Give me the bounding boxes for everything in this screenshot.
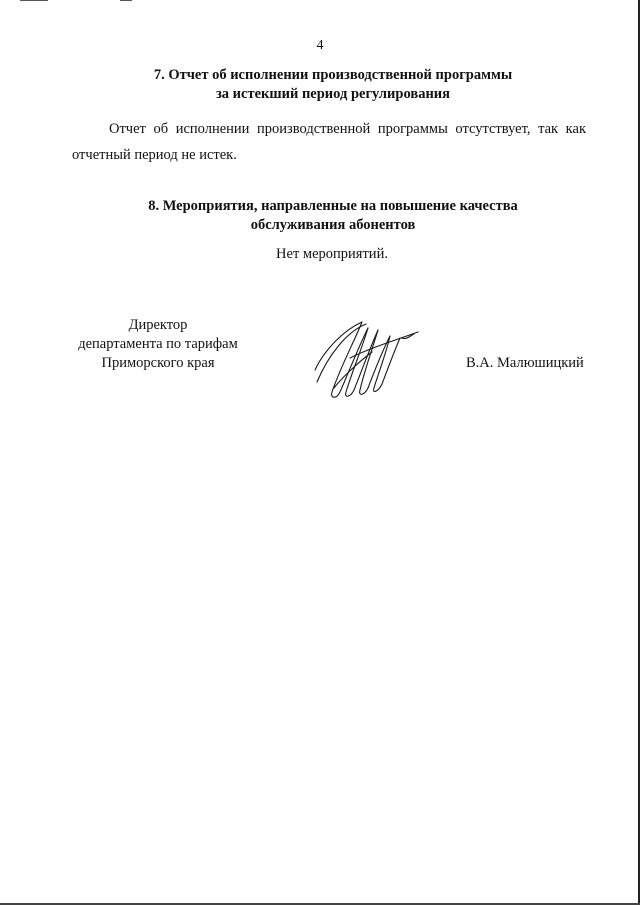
scan-edge-top-mark [20, 0, 48, 1]
section-7-text-line-2: отчетный период не истек. [72, 147, 237, 163]
page-number: 4 [316, 38, 324, 53]
section-8-title-line-2: обслуживания абонентов [250, 217, 416, 233]
section-8-title-line-1: 8. Мероприятия, направленные на повышение качества [148, 198, 518, 214]
section-7-title-line-1: 7. Отчет об исполнении производственной программы [153, 67, 513, 83]
signer-name: В.А. Малюшицкий [466, 355, 584, 371]
scan-edge-top-mark [120, 0, 132, 1]
signer-position-line-1: Директор [128, 317, 188, 333]
signer-position-line-2: департамента по тарифам [78, 336, 238, 352]
section-7-paragraph [72, 116, 586, 168]
section-8-text: Нет мероприятий. [276, 246, 388, 262]
handwritten-signature [310, 318, 430, 402]
signer-position [58, 316, 258, 373]
section-7-heading [0, 66, 640, 104]
section-8-heading [0, 197, 640, 235]
signer-position-line-3: Приморского края [101, 355, 215, 371]
section-7-title-line-2: за истекший период регулирования [215, 86, 451, 102]
section-7-text-line-1: Отчет об исполнении производственной программы отсутствует, так как [109, 121, 586, 137]
